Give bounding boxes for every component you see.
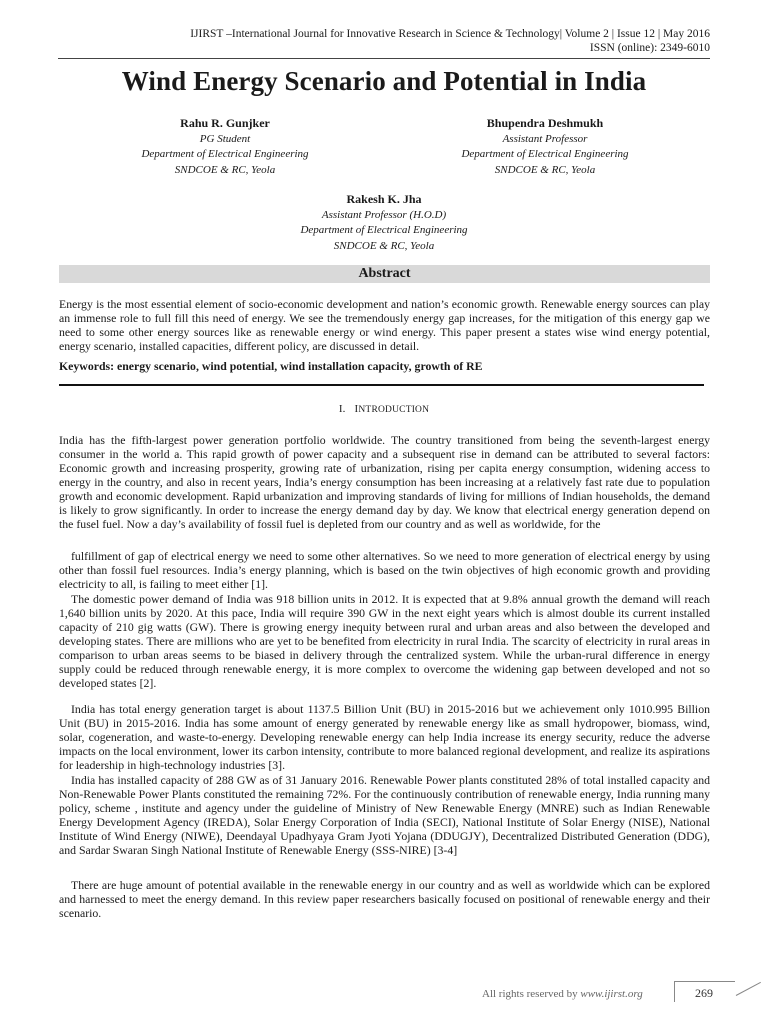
- paper-title: Wind Energy Scenario and Potential in India: [121, 66, 647, 96]
- author-role: PG Student: [199, 132, 251, 145]
- body-paragraph-4: India has total energy generation target is about 1137.5 Billion Unit (BU) in 2015-2016 but we achievement only 1010.995 Billion Unit (BU) in 2015-2016. India has some amount of energy generated by renewable energy like as small hydropower, biomass, wind, solar, cogeneration, and waste-to-energy. Developing renewable energy can help India increase its energy security, reduce the adverse impacts on the local environment, lower its carbon intensity, contribute to more balanced regional development, and realize its aspirations for leadership in high-technology industries [3].: [59, 702, 710, 772]
- issn-header: ISSN (online): 2349-6010: [589, 42, 710, 54]
- author-dept: Department of Electrical Engineering: [300, 224, 468, 236]
- section-title-initial: I: [354, 403, 359, 415]
- author-inst: SNDCOE & RC, Yeola: [174, 163, 276, 176]
- author-role: Assistant Professor (H.O.D): [321, 208, 447, 221]
- body-paragraph-1: India has the fifth-largest power generation portfolio worldwide. The country transitioned from being the seventh-largest energy consumer in the world a. This rapid growth of power capacity and a subsequent rise in demand can be attributed to several factors: Economic growth and increasing prosperity, growing rate of urbanization, rising per capita energy consumption, widening access to energy in the country, and also in recent years, India’s energy consumption has been increasing at a relatively fast rate due to population growth and economic development. Rapid urbanization and improving standards of living for millions of Indian households, the demand is likely to grow significantly. In order to increase the energy demand day by day. We know that electrical energy generation depend on the fusel fuel. Now a day’s availability of fossil fuel is depleted from our country and as well as worldwide, for the: [59, 433, 710, 531]
- section-number: I.: [338, 403, 346, 415]
- author-dept: Department of Electrical Engineering: [141, 148, 309, 160]
- footer-site-link[interactable]: www.ijirst.org: [580, 988, 643, 1000]
- section-title-rest: NTRODUCTION: [358, 405, 430, 415]
- author-name: Bhupendra Deshmukh: [486, 116, 604, 130]
- author-block-1: [100, 116, 350, 178]
- author-role: Assistant Professor: [502, 132, 588, 145]
- abstract-heading: Abstract: [59, 265, 710, 283]
- author-name: Rahu R. Gunjker: [180, 116, 270, 130]
- body-paragraph-5: India has installed capacity of 288 GW as of 31 January 2016. Renewable Power plants constituted 28% of total installed capacity and Non-Renewable Power Plants constituted the remaining 72%. For the continuously contribution of renewable energy, India running many policy, scheme , institute and agency under the guideline of Ministry of New Renewable Energy (MNRE) such as Indian Renewable Energy Development Agency (IREDA), Solar Energy Corporation of India (SECI), National Institute of Solar Energy (NISE), National Institute of Wind Energy (NIWE), Deendayal Upadhyaya Gram Jyoti Yojana (DDUGJY), Decentralized Distributed Generation (DDG), and Sardar Swaran Singh National Institute of Renewable Energy (SSS-NIRE) [3-4]: [59, 773, 710, 857]
- body-paragraph-2: fulfillment of gap of electrical energy we need to some other alternatives. So we need to more generation of electrical energy by using other than fossil fuel resources. India’s energy planning, which is based on the twin objectives of high economic growth and providing electricity to all, is failing to meet either [1].: [59, 549, 710, 591]
- body-paragraph-3: The domestic power demand of India was 918 billion units in 2012. It is expected that at 9.8% annual growth the demand will reach 1,640 billion units by 2020. At this pace, India will require 390 GW in the next eight years which is almost double its current installed capacity of 210 gig watts (GW). There is growing energy inequity between rural and urban areas and also between the developed and developing states. There are millions who are yet to be benefited from electricity in rural India. The scarcity of electricity in rural areas in comparison to urban areas seems to be biased in delivery through the centralized system. While the urban-rural difference in energy supply could be reduced through renewable energy, it is more complex to overcome the widening gap between developed and not so developed states [2].: [59, 592, 710, 690]
- abstract-rule: [59, 384, 704, 386]
- author-name: Rakesh K. Jha: [346, 192, 422, 206]
- footer-rights-text: All rights reserved by: [482, 988, 581, 1000]
- author-block-3: [259, 192, 509, 254]
- body-paragraph-6: There are huge amount of potential available in the renewable energy in our country and as well as worldwide which can be explored and harnessed to meet the energy demand. In this review paper researchers basically focused on positional of renewable energy and their scenario.: [59, 878, 710, 920]
- author-inst: SNDCOE & RC, Yeola: [494, 163, 596, 176]
- page-number: 269: [695, 986, 713, 1000]
- author-dept: Department of Electrical Engineering: [461, 148, 629, 160]
- author-inst: SNDCOE & RC, Yeola: [333, 239, 435, 252]
- page-corner-line: [736, 982, 761, 996]
- author-block-2: [420, 116, 670, 178]
- keywords: Keywords: energy scenario, wind potential, wind installation capacity, growth of RE: [59, 359, 483, 373]
- section-heading: [0, 403, 768, 415]
- journal-header: IJIRST –International Journal for Innovative Research in Science & Technology| Volume 2 | Issue 12 | May 2016: [190, 28, 710, 40]
- abstract-text: Energy is the most essential element of socio-economic development and nation’s economic growth. Renewable energy sources can play an immense role to full fill this need of energy. We see the tremendously energy gap increases, for the mitigation of this energy gap we need to some other energy sources like as renewable energy or wind energy. This paper present a states wise wind energy potential, energy scenario, installed capacities, different policy, are discussed in detail.: [59, 297, 710, 353]
- header-rule: [58, 58, 710, 59]
- footer-rights: [482, 988, 643, 1000]
